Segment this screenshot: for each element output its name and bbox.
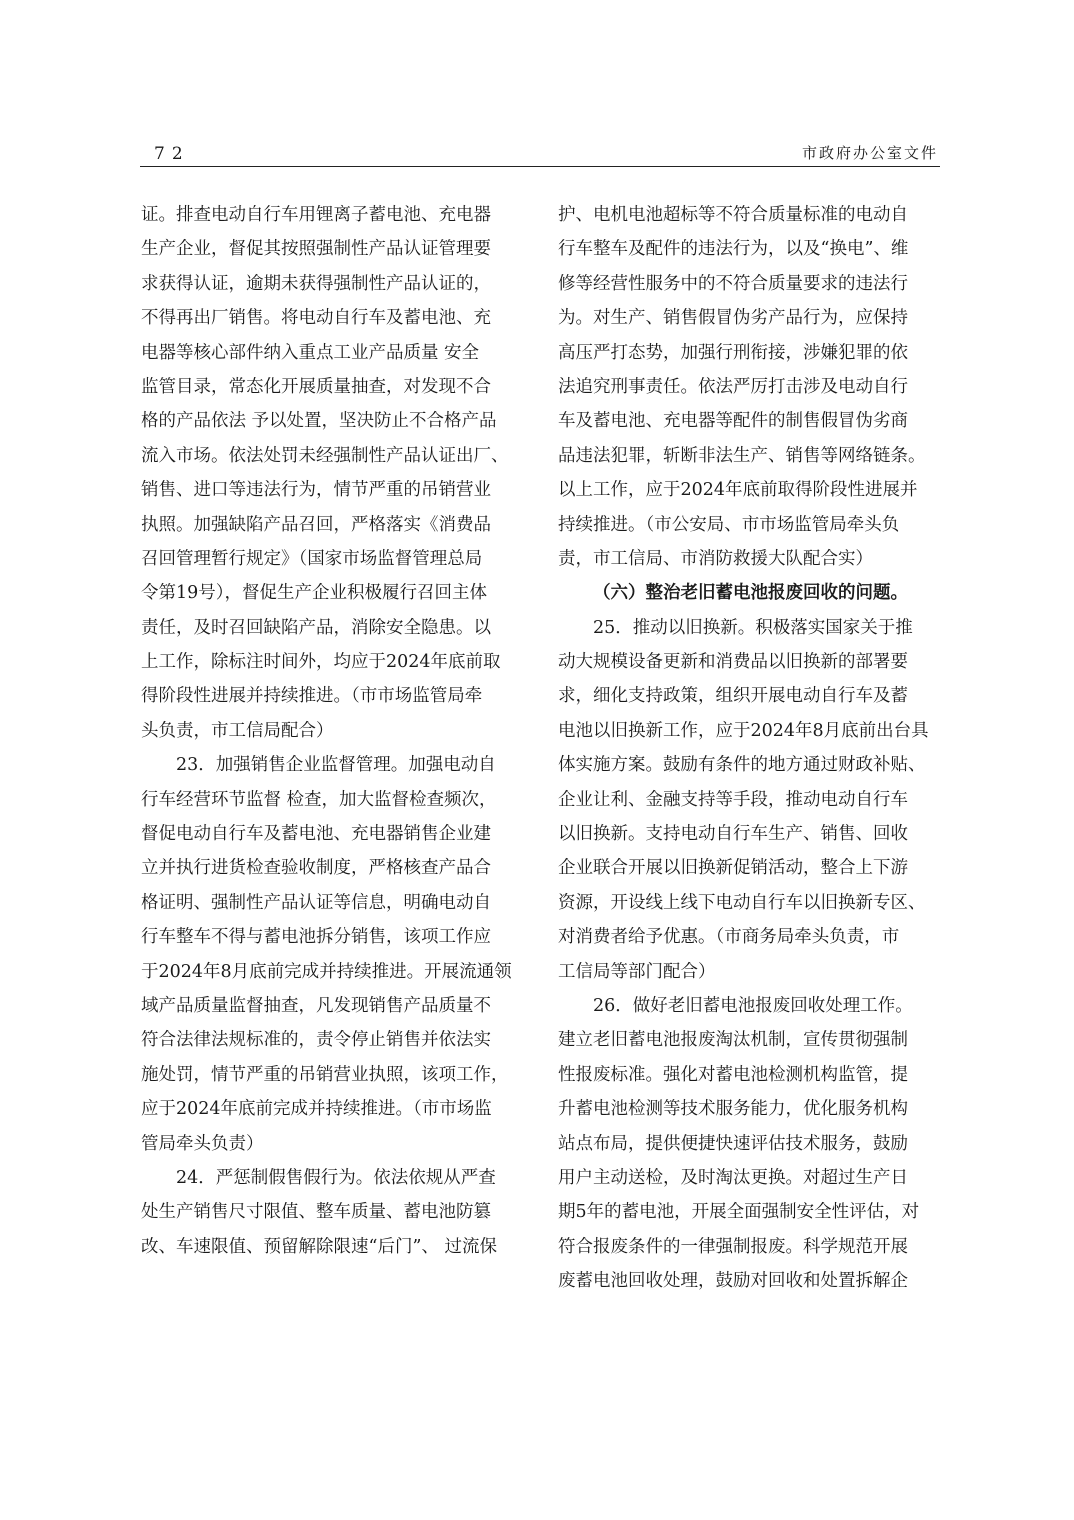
text-line: 品违法犯罪，斩断非法生产、销售等网络链条。 <box>558 445 926 466</box>
text-line: 电池以旧换新工作，应于2024年8月底前出台具 <box>558 720 929 741</box>
text-line: 行车经营环节监督 检查，加大监督检查频次， <box>141 789 497 810</box>
text-line: 得阶段性进展并持续推进。（市市场监管局牵 <box>141 686 483 707</box>
text-line: 升蓄电池检测等技术服务能力，优化服务机构 <box>558 1099 908 1120</box>
item-24-heading: 24．严惩制假售假行为。依法依规从严查 <box>176 1167 496 1188</box>
text-line: 电器等核心部件纳入重点工业产品质量 安全 <box>141 342 480 363</box>
text-line: 头负责，市工信局配合） <box>141 720 334 741</box>
text-line: 对消费者给予优惠。（市商务局牵头负责，市 <box>558 927 900 948</box>
text-line: 行车整车不得与蓄电池拆分销售，该项工作应 <box>141 927 491 948</box>
text-line: 工信局等部门配合） <box>558 961 716 982</box>
text-line: 体实施方案。鼓励有条件的地方通过财政补贴、 <box>558 755 926 776</box>
text-line: 法追究刑事责任。依法严厉打击涉及电动自行 <box>558 376 908 397</box>
text-line: 符合法律法规标准的，责令停止销售并依法实 <box>141 1030 491 1051</box>
text-line: 为。对生产、销售假冒伪劣产品行为，应保持 <box>558 308 908 329</box>
text-line: 资源，开设线上线下电动自行车以旧换新专区、 <box>558 892 926 913</box>
text-line: 期5年的蓄电池，开展全面强制安全性评估，对 <box>558 1202 920 1223</box>
text-line: 建立老旧蓄电池报废淘汰机制，宣传贯彻强制 <box>558 1030 908 1051</box>
text-line: 企业让利、金融支持等手段，推动电动自行车 <box>558 789 908 810</box>
text-line: 用户主动送检，及时淘汰更换。对超过生产日 <box>558 1167 908 1188</box>
text-line: 处生产销售尺寸限值、整车质量、蓄电池防篡 <box>141 1202 491 1223</box>
text-line: 执照。加强缺陷产品召回，严格落实《消费品 <box>141 514 491 535</box>
text-line: 以旧换新。支持电动自行车生产、销售、回收 <box>558 824 908 845</box>
text-line: 高压严打态势，加强行刑衔接，涉嫌犯罪的依 <box>558 342 908 363</box>
text-line: 护、电机电池超标等不符合质量标准的电动自 <box>558 205 908 225</box>
text-line: 以上工作，应于2024年底前取得阶段性进展并 <box>558 480 918 501</box>
text-line: 动大规模设备更新和消费品以旧换新的部署要 <box>558 652 908 673</box>
document-title: 市政府办公室文件 <box>801 144 938 162</box>
text-line: 证。排查电动自行车用锂离子蓄电池、充电器 <box>141 205 491 225</box>
text-line: 立并执行进货检查验收制度，严格核查产品合 <box>141 858 491 879</box>
text-line: 格证明、强制性产品认证等信息，明确电动自 <box>141 892 491 913</box>
text-line: 企业联合开展以旧换新促销活动，整合上下游 <box>558 858 908 879</box>
text-line: 销售、进口等违法行为，情节严重的吊销营业 <box>141 480 491 501</box>
item-25-heading: 25．推动以旧换新。积极落实国家关于推 <box>593 617 913 638</box>
text-line: 车及蓄电池、充电器等配件的制售假冒伪劣商 <box>558 411 908 432</box>
item-23-heading: 23．加强销售企业监督管理。加强电动自 <box>176 755 496 776</box>
text-line: 管局牵头负责） <box>141 1133 264 1154</box>
text-line: 责任，及时召回缺陷产品，消除安全隐患。以 <box>141 617 491 638</box>
text-line: 站点布局，提供便捷快速评估技术服务，鼓励 <box>558 1133 908 1154</box>
text-line: 不得再出厂销售。将电动自行车及蓄电池、充 <box>141 308 491 329</box>
text-line: 废蓄电池回收处理，鼓励对回收和处置拆解企 <box>558 1271 908 1292</box>
text-line: 修等经营性服务中的不符合质量要求的违法行 <box>558 273 908 294</box>
text-line: 应于2024年底前完成并持续推进。（市市场监 <box>141 1099 492 1120</box>
section-heading: （六）整治老旧蓄电池报废回收的问题。 <box>593 583 908 604</box>
text-line: 域产品质量监督抽查，凡发现销售产品质量不 <box>141 995 491 1016</box>
text-line: 施处罚，情节严重的吊销营业执照，该项工作， <box>141 1064 509 1085</box>
text-line: 上工作，除标注时间外，均应于2024年底前取 <box>141 652 501 673</box>
text-line: 符合报废条件的一律强制报废。科学规范开展 <box>558 1236 908 1257</box>
text-line: 召回管理暂行规定》（国家市场监督管理总局 <box>141 548 483 569</box>
right-text-column <box>558 198 944 1299</box>
item-26-heading: 26．做好老旧蓄电池报废回收处理工作。 <box>593 995 913 1016</box>
text-line: 令第19号），督促生产企业积极履行召回主体 <box>141 583 488 604</box>
text-line: 责，市工信局、市消防救援大队配合实） <box>558 548 873 569</box>
left-text-column <box>141 198 527 1264</box>
text-line: 改、车速限值、预留解除限速“后门”、 过流保 <box>141 1236 497 1257</box>
text-line: 性报废标准。强化对蓄电池检测机构监管，提 <box>558 1064 908 1085</box>
text-line: 监管目录，常态化开展质量抽查，对发现不合 <box>141 376 491 397</box>
text-line: 督促电动自行车及蓄电池、充电器销售企业建 <box>141 824 491 845</box>
page-header <box>140 138 940 167</box>
text-line: 持续推进。（市公安局、市市场监管局牵头负 <box>558 514 900 535</box>
text-line: 流入市场。依法处罚未经强制性产品认证出厂、 <box>141 445 509 466</box>
text-line: 行车整车及配件的违法行为，以及“换电”、维 <box>558 239 909 260</box>
text-line: 格的产品依法 予以处置，坚决防止不合格产品 <box>141 411 497 432</box>
page-number: 72 <box>154 144 190 164</box>
text-line: 求获得认证，逾期未获得强制性产品认证的， <box>141 273 491 294</box>
text-line: 于2024年8月底前完成并持续推进。开展流通领 <box>141 961 512 982</box>
text-line: 生产企业，督促其按照强制性产品认证管理要 <box>141 239 491 260</box>
text-line: 求，细化支持政策，组织开展电动自行车及蓄 <box>558 686 908 707</box>
